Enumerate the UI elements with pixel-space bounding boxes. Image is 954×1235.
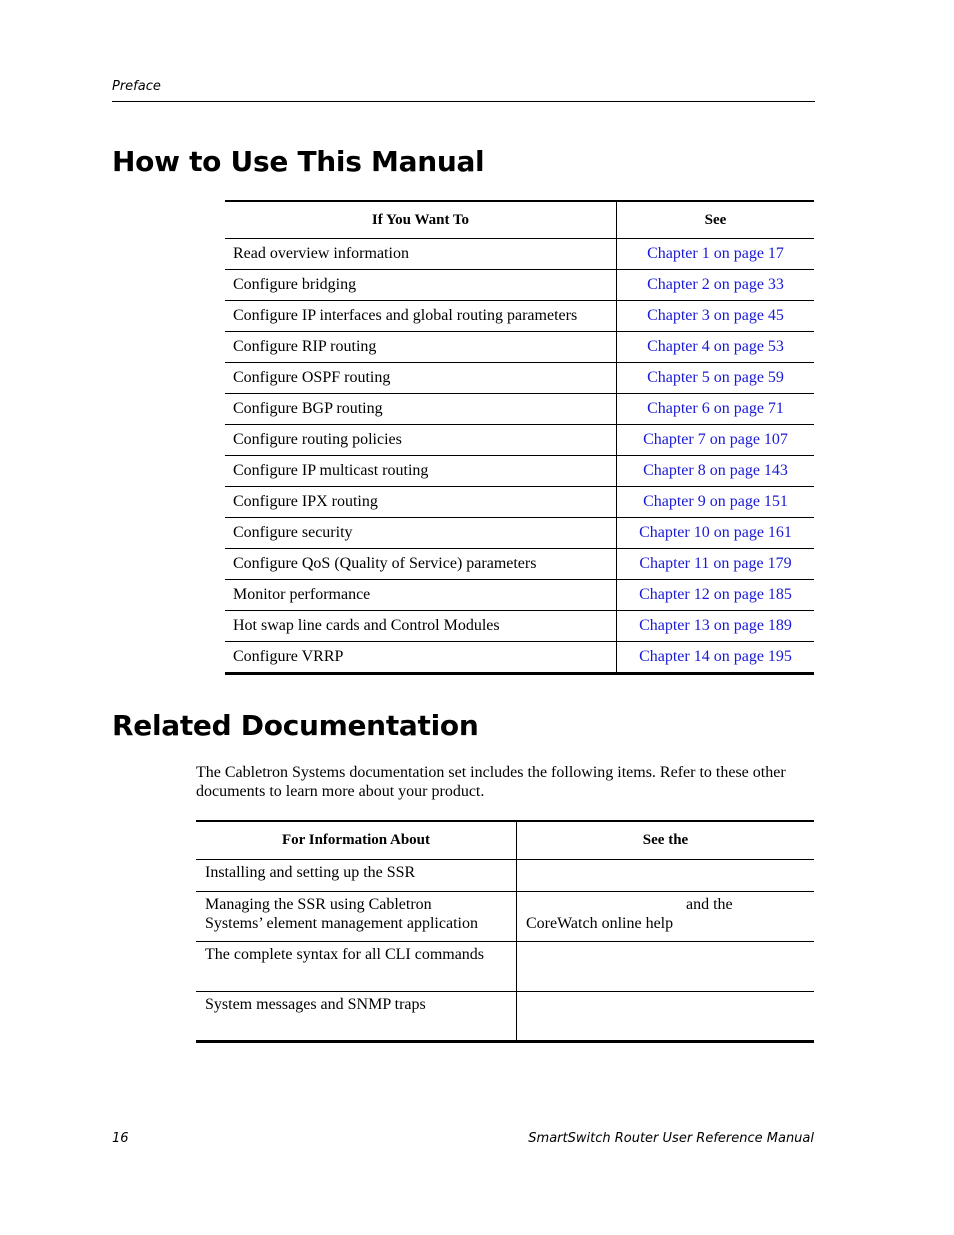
see-line: CoreWatch online help (526, 915, 674, 932)
table-row (225, 301, 814, 332)
see-cell (517, 992, 815, 1042)
chapter-link[interactable]: Chapter 10 on page 161 (639, 524, 792, 541)
task-cell: Configure RIP routing (225, 332, 617, 363)
task-cell: Configure IP multicast routing (225, 456, 617, 487)
table-row (225, 332, 814, 363)
task-cell: Configure VRRP (225, 642, 617, 674)
column-header-see-the: See the (517, 821, 815, 860)
topic-cell: The complete syntax for all CLI commands (196, 942, 517, 992)
table-row (196, 992, 814, 1042)
chapter-link[interactable]: Chapter 11 on page 179 (639, 555, 792, 572)
table-row (225, 456, 814, 487)
chapter-link[interactable]: Chapter 3 on page 45 (647, 307, 784, 324)
chapter-link[interactable]: Chapter 13 on page 189 (639, 617, 792, 634)
table-row (225, 363, 814, 394)
table-row (196, 860, 814, 892)
chapter-link[interactable]: Chapter 12 on page 185 (639, 586, 792, 603)
related-docs-table (196, 820, 814, 1043)
how-to-use-heading: How to Use This Manual (112, 145, 485, 178)
chapter-link[interactable]: Chapter 2 on page 33 (647, 276, 784, 293)
table-header-row (196, 821, 814, 860)
chapter-link[interactable]: Chapter 8 on page 143 (643, 462, 788, 479)
task-cell: Configure BGP routing (225, 394, 617, 425)
chapter-link[interactable]: Chapter 9 on page 151 (643, 493, 788, 510)
chapter-link[interactable]: Chapter 4 on page 53 (647, 338, 784, 355)
see-line: and the (686, 896, 733, 913)
task-cell: Configure IPX routing (225, 487, 617, 518)
table-row (225, 239, 814, 270)
task-cell: Read overview information (225, 239, 617, 270)
table-row (196, 892, 814, 942)
task-cell: Hot swap line cards and Control Modules (225, 611, 617, 642)
task-cell: Monitor performance (225, 580, 617, 611)
table-row (225, 394, 814, 425)
task-cell: Configure IP interfaces and global routing parameters (225, 301, 617, 332)
task-cell: Configure QoS (Quality of Service) parameters (225, 549, 617, 580)
task-cell: Configure security (225, 518, 617, 549)
column-header-see: See (617, 201, 815, 239)
running-header-section: Preface (112, 79, 161, 94)
chapter-link[interactable]: Chapter 7 on page 107 (643, 431, 788, 448)
table-row (225, 642, 814, 674)
table-row (225, 425, 814, 456)
task-cell: Configure routing policies (225, 425, 617, 456)
table-row (225, 518, 814, 549)
task-cell: Configure OSPF routing (225, 363, 617, 394)
chapter-link[interactable]: Chapter 6 on page 71 (647, 400, 784, 417)
column-header-task: If You Want To (225, 201, 617, 239)
topic-cell (196, 892, 517, 942)
chapter-link[interactable]: Chapter 14 on page 195 (639, 648, 792, 665)
see-cell (517, 942, 815, 992)
task-cell: Configure bridging (225, 270, 617, 301)
manual-title: SmartSwitch Router User Reference Manual (528, 1131, 814, 1146)
topic-line: Systems’ element management application (205, 915, 478, 932)
chapter-link[interactable]: Chapter 5 on page 59 (647, 369, 784, 386)
table-row (225, 611, 814, 642)
table-header-row (225, 201, 814, 239)
related-docs-intro: The Cabletron Systems documentation set includes the following items. Refer to these other documents to learn more about your product. (196, 764, 786, 800)
related-docs-heading: Related Documentation (112, 709, 479, 742)
see-cell (517, 860, 815, 892)
see-cell (517, 892, 815, 942)
topic-line: Managing the SSR using Cabletron (205, 896, 432, 913)
table-row (225, 580, 814, 611)
topic-cell: System messages and SNMP traps (196, 992, 517, 1042)
page-number: 16 (112, 1131, 129, 1146)
table-row (196, 942, 814, 992)
how-to-use-table (225, 200, 814, 675)
table-row (225, 270, 814, 301)
column-header-topic: For Information About (196, 821, 517, 860)
table-row (225, 549, 814, 580)
table-row (225, 487, 814, 518)
topic-cell: Installing and setting up the SSR (196, 860, 517, 892)
chapter-link[interactable]: Chapter 1 on page 17 (647, 245, 784, 262)
running-header (112, 79, 815, 102)
